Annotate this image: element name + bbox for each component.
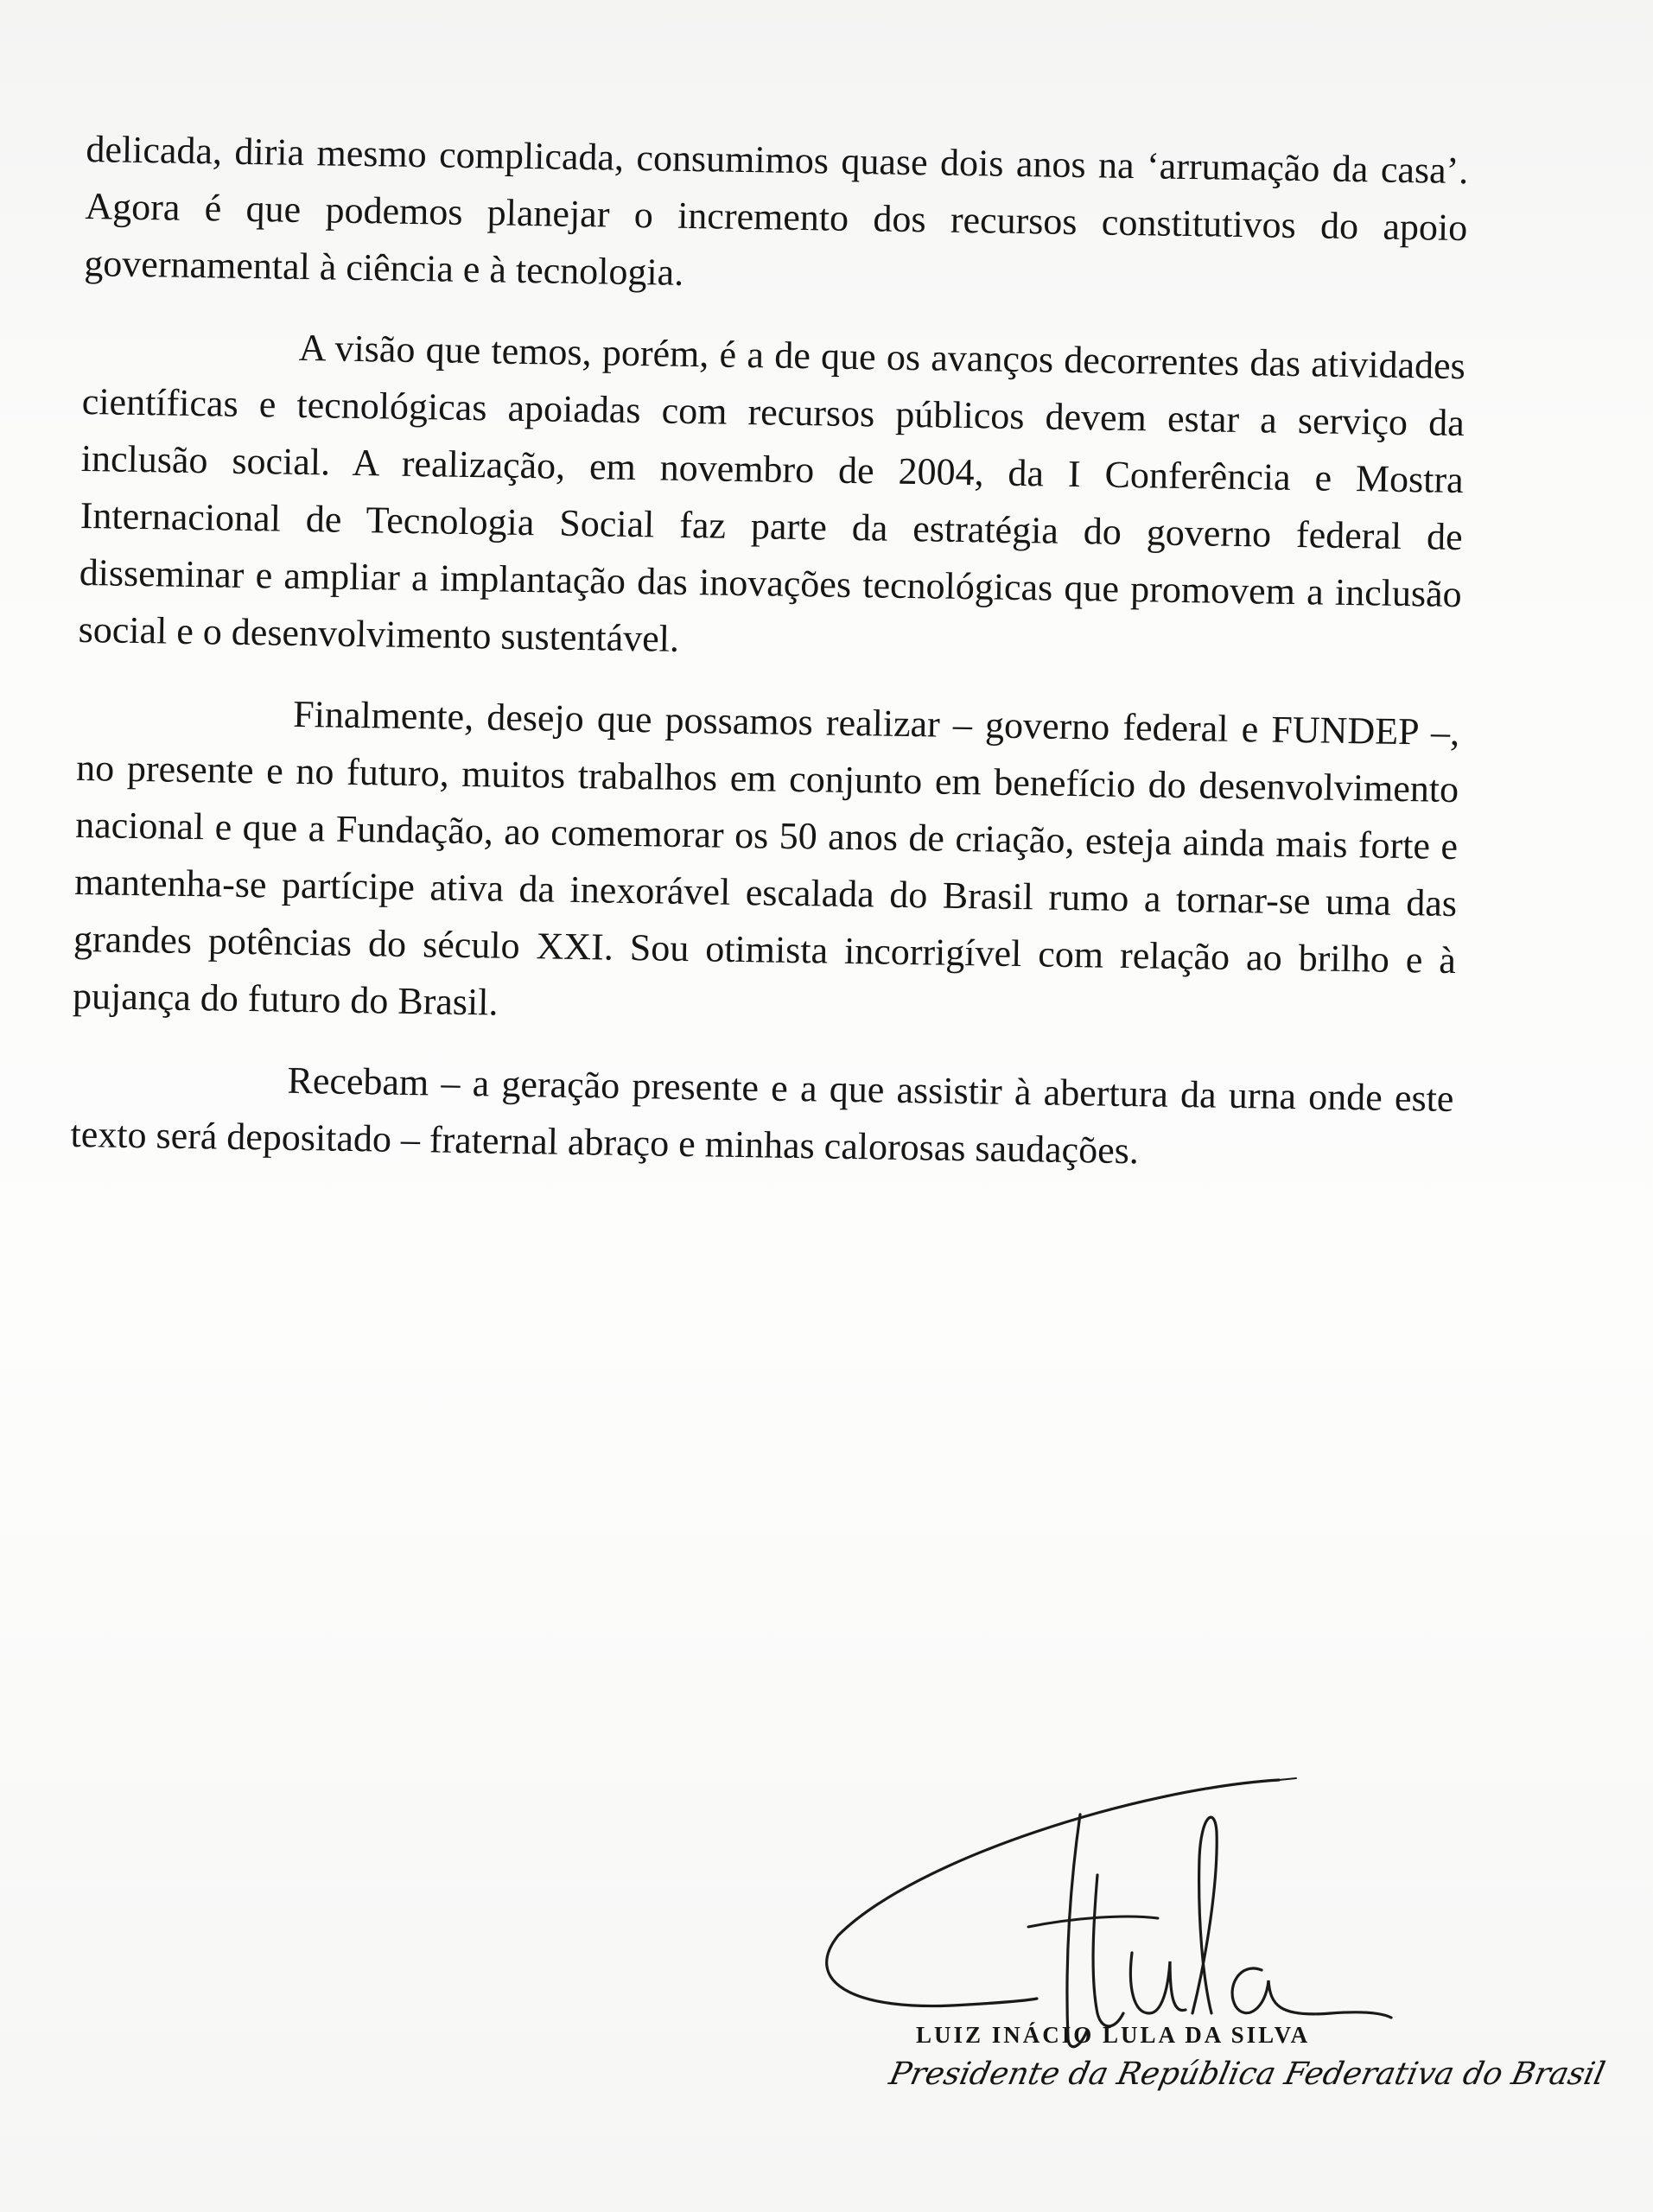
paragraph-1: delicada, diria mesmo complicada, consumimos quase dois anos na ‘arrumação da casa’. Agora é que podemos planejar o incremento dos recursos constitutivos do apoio governamental à ciência e à tecnologia. (84, 127, 1469, 294)
letter-body (70, 121, 1469, 1209)
paragraph-4: Recebam – a geração presente e a que assistir à abertura da urna onde este texto será depositado – fraternal abraço e minhas calorosas saudações. (70, 1058, 1454, 1173)
paragraph-3: Finalmente, desejo que possamos realizar – governo federal e FUNDEP –, no presente e no futuro, muitos trabalhos em conjunto em benefício do desenvolvimento nacional e que a Fundação, ao comemorar os 50 anos de criação, esteja ainda mais forte e mantenha-se partícipe ativa da inexorável escalada do Brasil rumo a tornar-se uma das grandes potências do século XXI. Sou otimista incorrigível com relação ao brilho e à pujança do futuro do Brasil. (72, 692, 1460, 1024)
paragraph-2: A visão que temos, porém, é a de que os avanços decorrentes das atividades científicas e tecnológicas apoiadas com recursos públicos devem estar a serviço da inclusão social. A realização, em novembro de 2004, da I Conferência e Mostra Internacional de Tecnologia Social faz parte da estratégia do governo federal de disseminar e ampliar a implantação das inovações tecnológicas que promovem a inclusão social e o desenvolvimento sustentável. (78, 326, 1466, 660)
signer-name: LUIZ INÁCIO LULA DA SILVA (916, 2022, 1311, 2048)
signer-title: Presidente da República Federativa do Brasil (886, 2056, 1608, 2092)
signature-block (812, 1754, 1608, 2117)
